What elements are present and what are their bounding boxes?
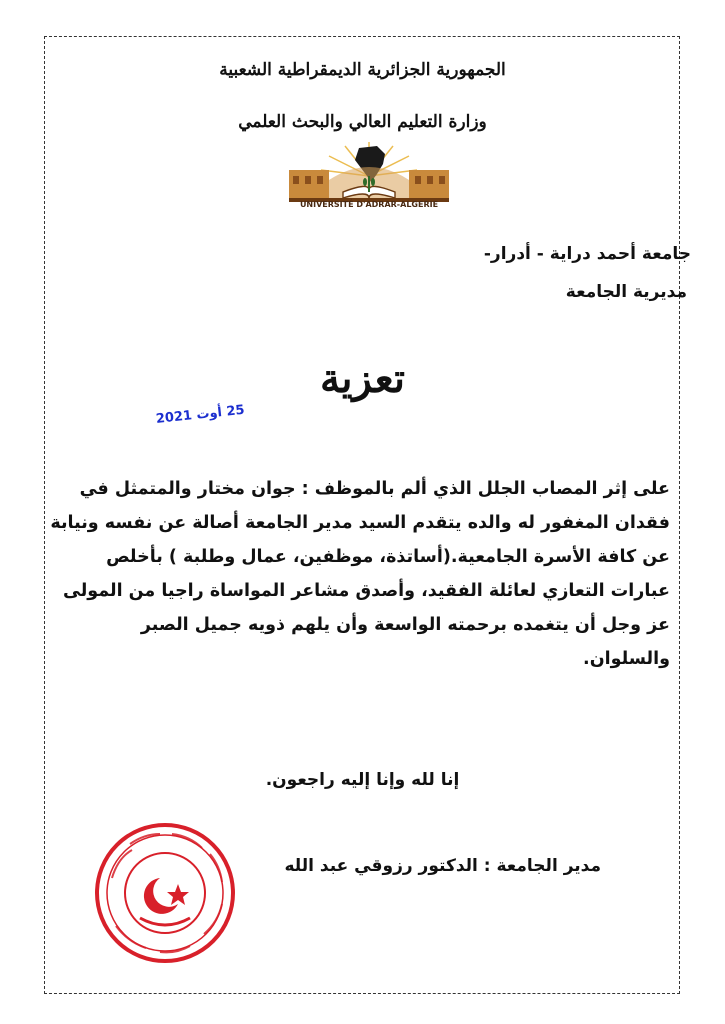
body-line: عبارات التعازي لعائلة الفقيد، وأصدق مشاعر المواساة راجيا من المولى (63, 581, 670, 601)
signature-line: مدير الجامعة : الدكتور رزوقي عبد الله (284, 856, 601, 876)
closing-phrase: إنا لله وإنا إليه راجعون. (265, 770, 460, 790)
university-name: جامعة أحمد دراية - أدرار- (483, 244, 691, 264)
logo-caption: UNIVERSITÉ D'ADRAR-ALGERIE (299, 200, 439, 209)
body-line: على إثر المصاب الجلل الذي ألم بالموظف : جوان مختار والمتمثل في (79, 479, 670, 499)
document-title: تعزية (319, 355, 406, 402)
body-line: عز وجل أن يتغمده برحمته الواسعة وأن يلهم ذويه جميل الصبر (140, 615, 670, 635)
ministry-header: وزارة التعليم العالي والبحث العلمي (238, 112, 487, 132)
directorate-name: مديرية الجامعة (565, 282, 687, 302)
body-line: فقدان المغفور له والده يتقدم السيد مدير الجامعة أصالة عن نفسه ونيابة (50, 513, 670, 533)
body-line: والسلوان. (583, 649, 670, 669)
body-line: عن كافة الأسرة الجامعية.(أساتذة، موظفين، عمال وطلبة ) بأخلص (106, 547, 670, 567)
official-stamp (90, 818, 240, 968)
condolence-body (50, 472, 670, 676)
date-stamp: 25 أوت 2021 (155, 402, 246, 427)
republic-header: الجمهورية الجزائرية الديمقراطية الشعبية (219, 60, 506, 80)
